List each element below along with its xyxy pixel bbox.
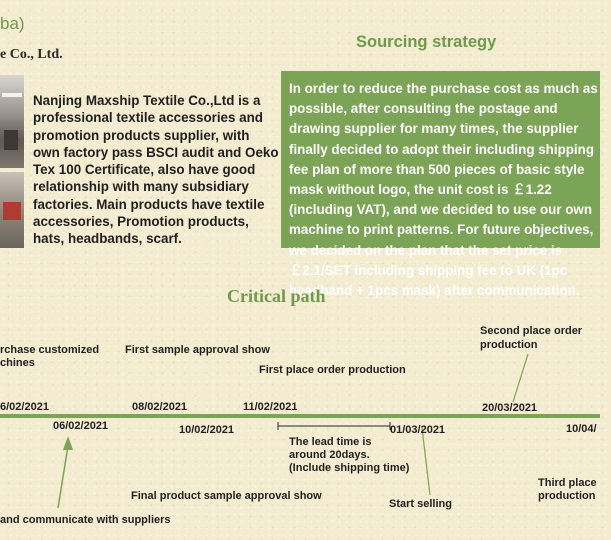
arrow-head-icon (63, 436, 73, 450)
event-first-order-date: 11/02/2021 (243, 401, 298, 413)
event-purchase-label-1: rchase customized (0, 344, 100, 356)
event-second-order-label-1: Second place order (480, 325, 583, 337)
event-second-order-label-2: production (480, 339, 538, 351)
critical-path-title: Critical path (227, 286, 326, 306)
connector-start-selling (422, 428, 430, 495)
connector-communicate (58, 446, 68, 508)
lead-time-label-2: around 20days. (289, 449, 370, 461)
event-first-sample-date: 08/02/2021 (132, 401, 188, 413)
event-first-order-label: First place order production (259, 364, 406, 376)
event-third-order-label-1: Third place (538, 477, 597, 489)
lead-time-label-1: The lead time is (289, 436, 372, 448)
lead-time-label-3: (Include shipping time) (289, 462, 410, 474)
connector-second-order (513, 354, 528, 402)
event-purchase-label-2: chines (0, 357, 35, 369)
sourcing-strategy-text: In order to reduce the purchase cost as much as possible, after consulting the postage and drawing supplier for many times, the supplier finally decided to adopt their including shipping fee plan of more than 500 pieces of basic style mask without logo, the unit cost is ￡1.22 (including VAT), and we decided to use our own machine to print patterns. For future objectives, we decided on the plan that the set price is ￡2.1/SET including shipping fee to UK (1pc headband + 1pcs mask) after communication. (289, 81, 598, 299)
event-third-order-date: 10/04/ (566, 423, 597, 435)
event-final-sample-label: Final product sample approval show (131, 490, 322, 502)
event-communicate-label: and communicate with suppliers (0, 514, 171, 526)
event-final-sample-date: 10/02/2021 (179, 424, 235, 436)
supplier-tag: ba) (0, 14, 25, 33)
company-name: e Co., Ltd. (0, 47, 63, 62)
supplier-description: Nanjing Maxship Textile Co.,Ltd is a professional textile accessories and promotion products supplier, with own factory pass BSCI audit and Oeko Tex 100 Certificate, also have good relationship with many subsidiary factories. Main products have textile accessories, Promotion products, hats, headbands, scarf. (33, 93, 279, 247)
sourcing-strategy-title: Sourcing strategy (356, 33, 497, 51)
event-start-selling-label: Start selling (389, 498, 452, 510)
event-communicate-date: 06/02/2021 (53, 420, 109, 432)
event-third-order-label-2: production (538, 490, 596, 502)
event-second-order-date: 20/03/2021 (482, 402, 538, 414)
event-purchase-date: 6/02/2021 (0, 401, 49, 413)
event-first-sample-label: First sample approval show (125, 344, 270, 356)
timeline-line (0, 414, 600, 418)
event-start-selling-date: 01/03/2021 (390, 424, 446, 436)
